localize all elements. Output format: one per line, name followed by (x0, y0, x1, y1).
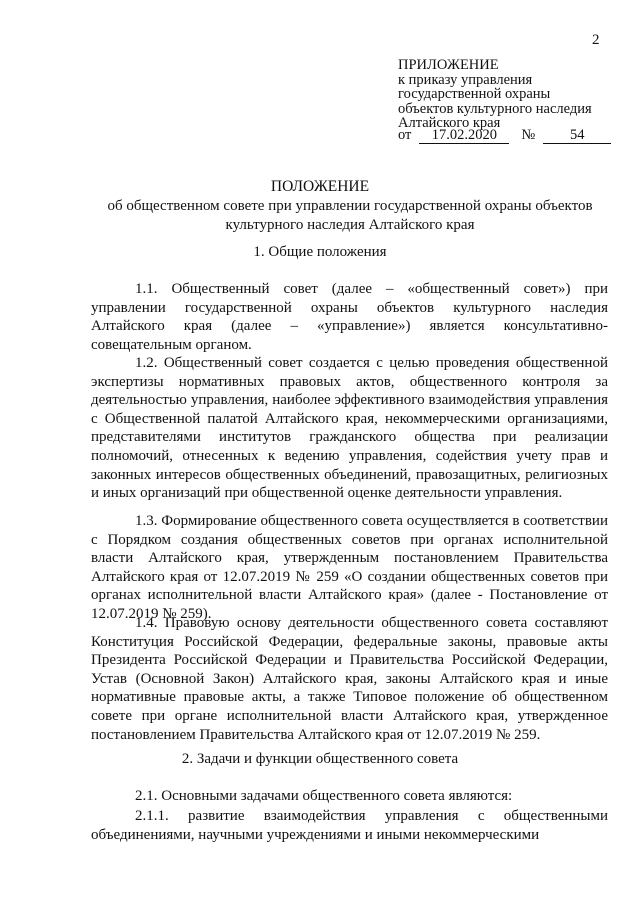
section-heading: 1. Общие положения (253, 244, 387, 260)
appendix-line: Алтайского края (398, 115, 501, 131)
paragraph-2-1-1: 2.1.1. развитие взаимодействия управления с общественными объединениями, научными учреждениями и иными некоммерческими (91, 808, 608, 843)
page-number: 2 (592, 32, 600, 48)
number-sign: № (521, 127, 536, 143)
order-date: 17.02.2020 (419, 127, 509, 144)
paragraph-1-1: 1.1. Общественный совет (далее – «общественный совет») при управлении государственной охраны объектов культурного наследия Алтайского края (далее – «управление») является консультативно-совещательным органом. (91, 281, 608, 353)
appendix-title: ПРИЛОЖЕНИЕ (398, 57, 499, 73)
order-number: 54 (543, 127, 611, 144)
paragraph-1-2: 1.2. Общественный совет создается с целью проведения общественной экспертизы нормативных правовых актов, общественного контроля за деятельностью управления, наиболее эффективного взаимодействия управления с Общественной палатой Алтайского края, некоммерческими организациями, представителями институтов гражданского общества при реализации полномочий, отнесенных к ведению управления, содействия учету прав и законных интересов общественных объединений, правозащитных, религиозных и иных организаций при общественной оценке деятельности управления. (91, 355, 608, 502)
document-subtitle: об общественном совете при управлении государственной охраны объектов культурного наследия Алтайского края (107, 198, 593, 233)
paragraph-2-1: 2.1. Основными задачами общественного совета являются: (135, 788, 513, 804)
document-title: ПОЛОЖЕНИЕ (270, 178, 370, 195)
order-date-number (398, 127, 611, 144)
appendix-line: к приказу управления (398, 71, 533, 88)
paragraph-1-3: 1.3. Формирование общественного совета осуществляется в соответствии с Порядком создания общественных советов при органах исполнительной власти Алтайского края, утвержденным постановлением Правительства Алтайского края от 12.07.2019 № 259 «О создании общественных советов при органах исполнительной власти Алтайского края» (далее - Постановление от 12.07.2019 № 259). (91, 513, 608, 622)
date-prefix: от (398, 127, 412, 143)
appendix-line: объектов культурного наследия (398, 100, 592, 117)
appendix-block (398, 58, 618, 131)
appendix-line: государственной охраны (398, 86, 551, 102)
section-heading: 2. Задачи и функции общественного совета (181, 751, 459, 767)
paragraph-1-4: 1.4. Правовую основу деятельности общественного совета составляют Конституция Российской Федерации, федеральные законы, правовые акты Президента Российской Федерации и Правительства Российской Федерации, Устав (Основной Закон) Алтайского края, законы Алтайского края и иные нормативные правовые акты, а также Типовое положение об общественном совете при органе исполнительной власти Алтайского края, утвержденное постановлением Правительства Алтайского края от 12.07.2019 № 259. (91, 615, 608, 743)
